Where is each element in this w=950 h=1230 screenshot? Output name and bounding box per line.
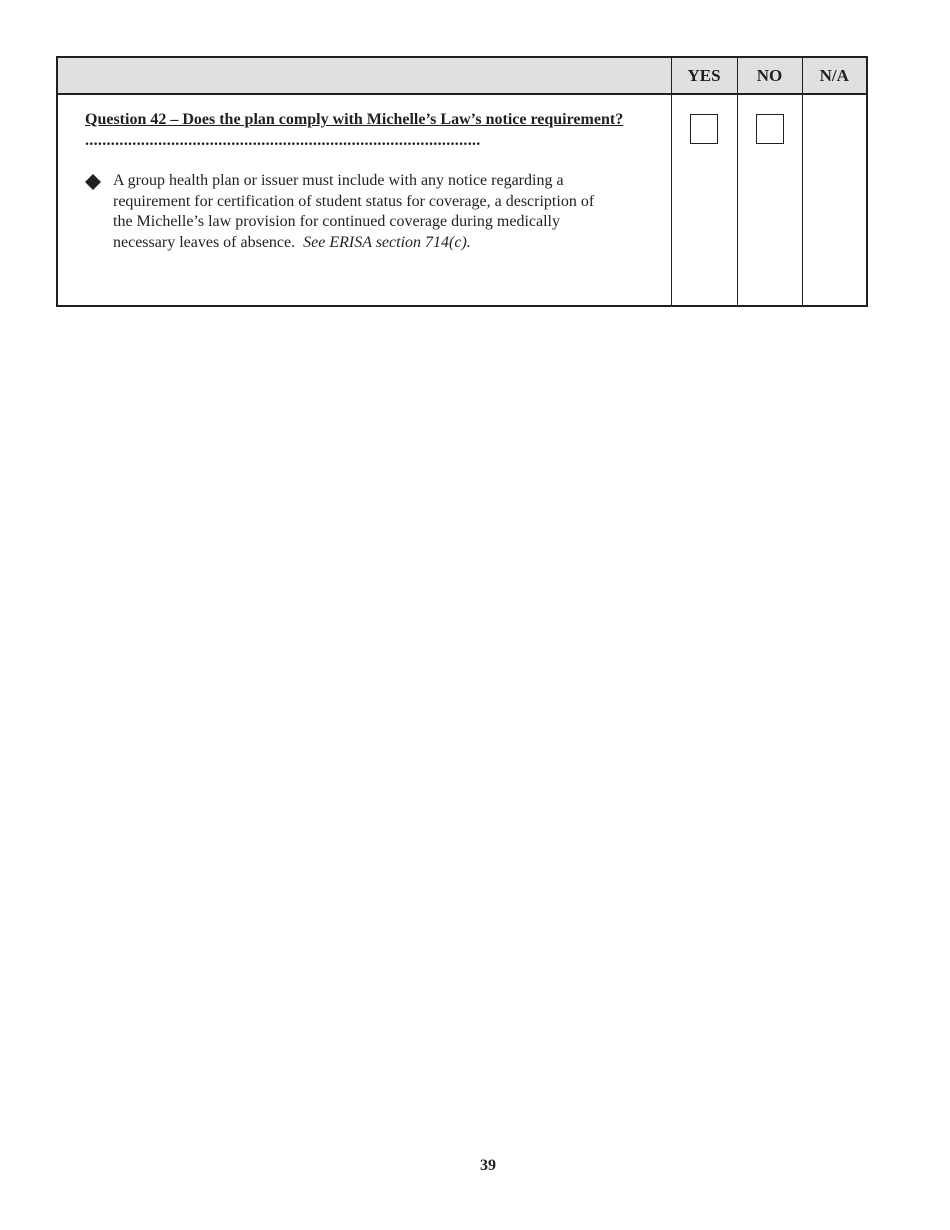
compliance-checklist-table xyxy=(56,56,868,307)
yes-column-header: YES xyxy=(671,57,737,94)
question-cell xyxy=(57,94,671,306)
question-title: Question 42 – Does the plan comply with Michelle’s Law’s notice requirement? xyxy=(85,111,624,128)
question-heading xyxy=(85,109,651,151)
page-number: 39 xyxy=(480,1157,496,1174)
table-row xyxy=(57,94,867,306)
dot-leader: ............................................................................................ xyxy=(85,132,481,149)
question-column-header xyxy=(57,57,671,94)
no-answer-cell xyxy=(737,94,802,306)
yes-checkbox[interactable] xyxy=(690,114,718,144)
yes-answer-cell xyxy=(671,94,737,306)
na-answer-cell xyxy=(802,94,867,306)
na-column-header: N/A xyxy=(802,57,867,94)
bullet-body: A group health plan or issuer must include with any notice regarding a requirement for certification of student status for coverage, a description of the Michelle’s law provision for continued coverage during medically necessary leaves of absence. xyxy=(113,172,595,251)
diamond-bullet-icon xyxy=(85,174,101,190)
bullet-point xyxy=(85,171,651,253)
no-column-header: NO xyxy=(737,57,802,94)
bullet-text xyxy=(113,171,613,253)
table-header-row xyxy=(57,57,867,94)
erisa-citation: See ERISA section 714(c). xyxy=(303,233,471,251)
no-checkbox[interactable] xyxy=(756,114,784,144)
